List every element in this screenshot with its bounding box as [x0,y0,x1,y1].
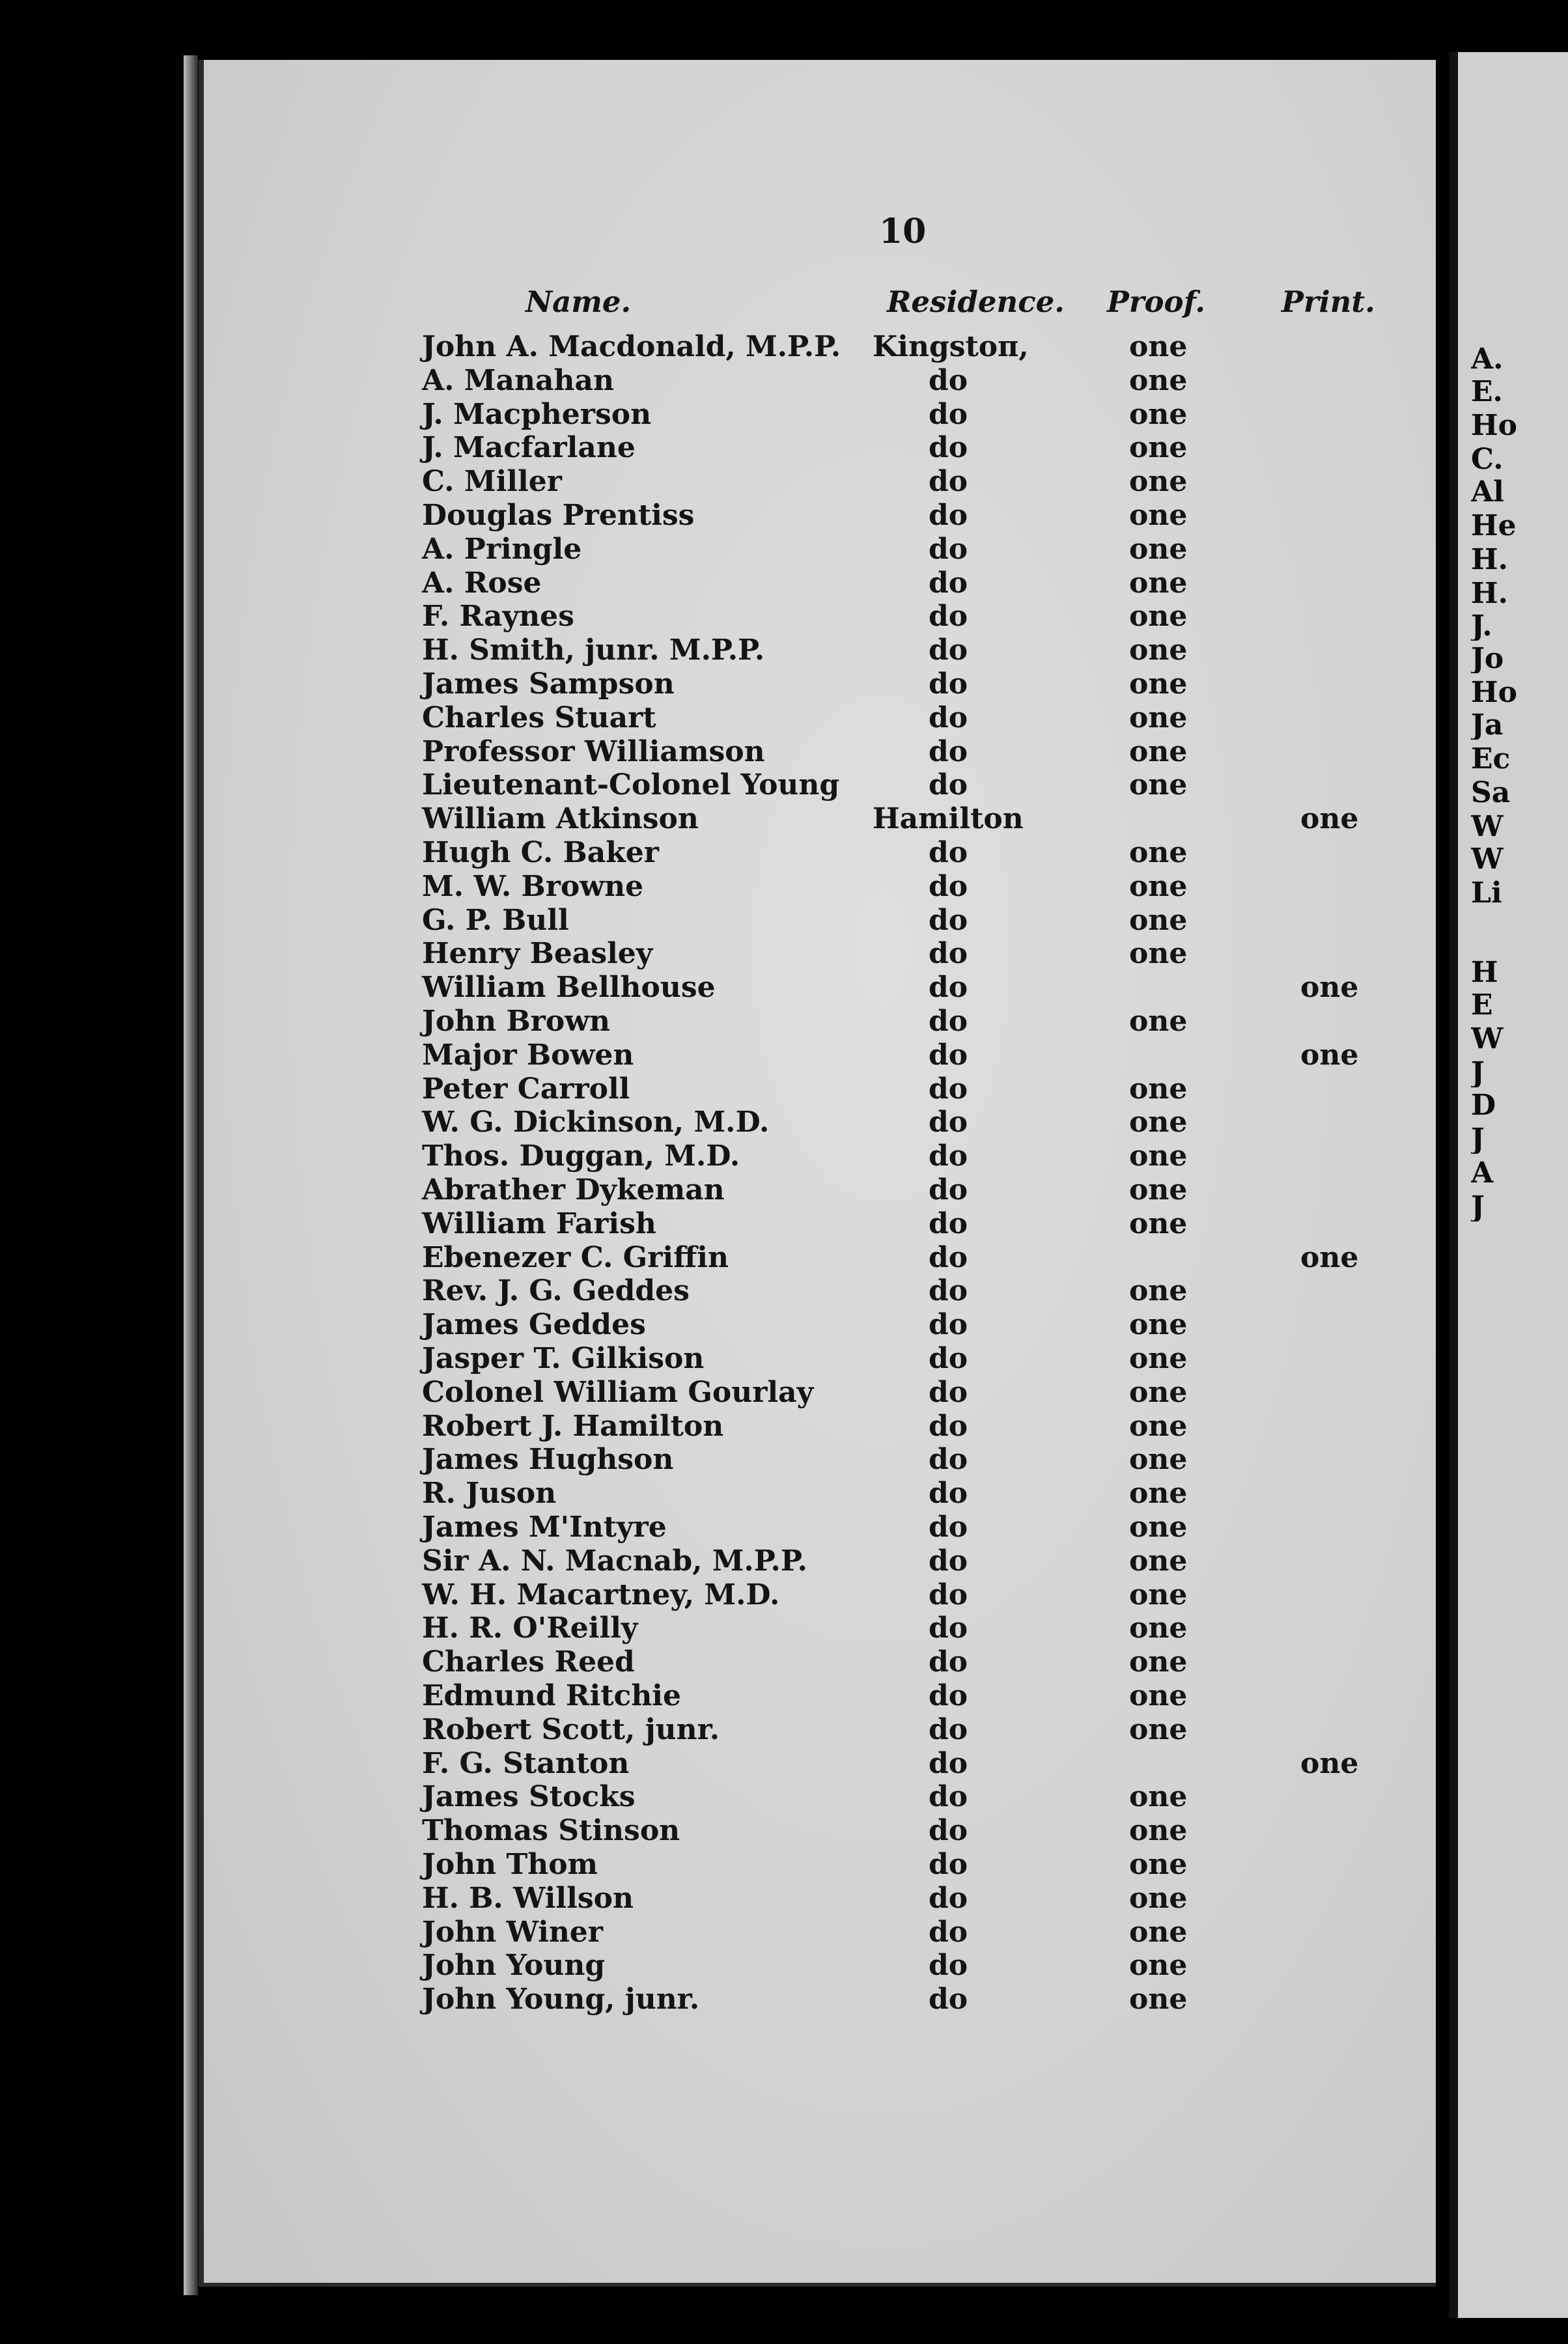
name-cell: John Winer [422,1915,603,1949]
proof-cell: one [1129,363,1188,397]
residence-cell: do [929,1949,968,1983]
name-cell: H. R. O'Reilly [422,1612,638,1645]
table-row [0,1342,1568,1376]
table-row [0,566,1568,600]
proof-cell: one [1129,1780,1188,1814]
residence-cell: do [929,734,968,768]
proof-cell: one [1129,532,1188,566]
table-row [0,634,1568,667]
name-cell: John Young [422,1949,606,1983]
name-cell: Douglas Prentiss [422,499,695,532]
facing-page-text: W [1471,813,1504,841]
name-cell: Charles Stuart [422,701,656,734]
residence-cell: do [929,431,968,465]
facing-page-text: Sa [1471,779,1511,807]
proof-cell: one [1129,1983,1188,2016]
facing-page-text: Al [1471,478,1504,507]
proof-cell: one [1129,836,1188,869]
proof-cell: one [1129,397,1188,431]
proof-cell: one [1129,1139,1188,1173]
name-cell: Sir A. N. Macnab, M.P.P. [422,1544,807,1578]
name-cell: J. Macfarlane [422,431,636,465]
name-cell: William Bellhouse [422,971,716,1005]
name-cell: Professor Williamson [422,734,765,768]
table-row [0,1241,1568,1275]
facing-page-text: D [1471,1091,1496,1120]
table-row [0,1274,1568,1308]
facing-page-text: W [1471,845,1504,874]
residence-cell: do [929,768,968,802]
proof-cell: one [1129,701,1188,734]
name-cell: Lieutenant-Colonel Young [422,768,840,802]
residence-cell: do [929,1139,968,1173]
proof-cell: one [1129,734,1188,768]
name-cell: A. Manahan [422,363,614,397]
residence-cell: do [929,499,968,532]
facing-page-text: Ja [1471,711,1504,740]
name-cell: James M'Intyre [422,1511,667,1544]
table-row [0,1848,1568,1882]
name-cell: R. Juson [422,1477,557,1511]
table-row [0,735,1568,769]
residence-cell: do [929,1544,968,1578]
table-row [0,1949,1568,1983]
facing-page-text: H [1471,958,1498,987]
name-cell: W. G. Dickinson, M.D. [422,1106,770,1139]
table-row [0,330,1568,364]
table-row [0,1106,1568,1139]
name-cell: W. H. Macartney, M.D. [422,1578,780,1612]
proof-cell: one [1129,937,1188,971]
facing-page-text: J [1471,1193,1485,1221]
proof-cell: one [1129,1106,1188,1139]
name-cell: James Stocks [422,1780,636,1814]
proof-cell: one [1129,1072,1188,1106]
table-row [0,1039,1568,1072]
facing-page-text: H. [1471,579,1508,608]
residence-cell: do [929,1746,968,1780]
residence-cell: do [929,1814,968,1848]
table-row [0,937,1568,971]
name-cell: John A. Macdonald, M.P.P. [422,330,841,363]
name-cell: Robert J. Hamilton [422,1409,724,1443]
header-name: Name. [525,285,632,319]
name-cell: Robert Scott, junr. [422,1712,720,1746]
facing-page-text: Ho [1471,678,1517,707]
table-row [0,1747,1568,1781]
residence-cell: do [929,566,968,600]
table-row [0,465,1568,499]
name-cell: James Sampson [422,667,675,701]
name-cell: James Geddes [422,1308,646,1342]
proof-cell: one [1129,1679,1188,1712]
facing-page-text: Ho [1471,412,1517,440]
residence-cell: Hamilton [873,802,1024,836]
name-cell: Hugh C. Baker [422,836,659,869]
name-cell: Thomas Stinson [422,1814,680,1848]
residence-cell: Kingstoп, [873,330,1029,363]
name-cell: Peter Carroll [422,1072,630,1106]
table-row [0,802,1568,836]
residence-cell: do [929,667,968,701]
table-row [0,600,1568,634]
table-row [0,1443,1568,1477]
facing-page-text: Jo [1471,645,1504,673]
table-row [0,701,1568,735]
residence-cell: do [929,836,968,869]
residence-cell: do [929,903,968,937]
table-row [0,1713,1568,1747]
table-row [0,1376,1568,1410]
proof-cell: one [1129,1511,1188,1544]
name-cell: H. B. Willson [422,1881,634,1915]
facing-page-text: Li [1471,879,1502,908]
name-cell: Edmund Ritchie [422,1679,682,1712]
facing-page-text: E. [1471,378,1503,406]
residence-cell: do [929,1679,968,1712]
proof-cell: one [1129,1342,1188,1375]
proof-cell: one [1129,1477,1188,1511]
residence-cell: do [929,1848,968,1881]
facing-page-text: J [1471,1059,1485,1087]
proof-cell: one [1129,869,1188,903]
name-cell: Colonel William Gourlay [422,1375,814,1409]
facing-page-text: A. [1471,345,1504,374]
residence-cell: do [929,1612,968,1645]
proof-cell: one [1129,499,1188,532]
table-row [0,1072,1568,1106]
proof-cell: one [1129,1612,1188,1645]
facing-page-text: H. [1471,546,1508,574]
facing-page-text: C. [1471,445,1504,474]
name-cell: Charles Reed [422,1645,635,1679]
proof-cell: one [1129,1274,1188,1308]
print-cell: one [1300,1746,1359,1780]
proof-cell: one [1129,903,1188,937]
table-row [0,1612,1568,1645]
table-row [0,1511,1568,1544]
name-cell: A. Rose [422,566,542,600]
proof-cell: one [1129,600,1188,634]
name-cell: John Young, junr. [422,1983,700,2016]
residence-cell: do [929,1038,968,1072]
proof-cell: one [1129,1949,1188,1983]
table-row [0,364,1568,398]
table-row [0,1882,1568,1916]
residence-cell: do [929,1881,968,1915]
residence-cell: do [929,971,968,1005]
proof-cell: one [1129,1915,1188,1949]
residence-cell: do [929,634,968,667]
residence-cell: do [929,1443,968,1477]
facing-page-text: J. [1471,612,1492,641]
table-row [0,1173,1568,1207]
name-cell: H. Smith, junr. M.P.P. [422,634,765,667]
name-cell: C. Miller [422,465,562,499]
residence-cell: do [929,363,968,397]
proof-cell: one [1129,566,1188,600]
table-row [0,1308,1568,1342]
proof-cell: one [1129,1308,1188,1342]
proof-cell: one [1129,1544,1188,1578]
residence-cell: do [929,1173,968,1207]
name-cell: F. G. Stanton [422,1746,630,1780]
page-number: 10 [879,212,927,251]
table-row [0,533,1568,566]
name-cell: William Farish [422,1207,656,1240]
residence-cell: do [929,1409,968,1443]
facing-page-text: E [1471,991,1493,1020]
proof-cell: one [1129,1814,1188,1848]
residence-cell: do [929,1207,968,1240]
name-cell: Henry Beasley [422,937,653,971]
name-cell: James Hughson [422,1443,674,1477]
name-cell: John Brown [422,1005,611,1038]
proof-cell: one [1129,1881,1188,1915]
table-row [0,971,1568,1005]
residence-cell: do [929,465,968,499]
proof-cell: one [1129,634,1188,667]
proof-cell: one [1129,1645,1188,1679]
residence-cell: do [929,1983,968,2016]
residence-cell: do [929,1005,968,1038]
name-cell: F. Raynes [422,600,574,634]
name-cell: Ebenezer C. Griffin [422,1240,729,1274]
facing-page-text: A [1471,1159,1494,1188]
proof-cell: one [1129,1005,1188,1038]
print-cell: one [1300,1038,1359,1072]
table-row [0,1983,1568,2016]
residence-cell: do [929,532,968,566]
facing-page-text: W [1471,1025,1504,1053]
name-cell: Abrather Dykeman [422,1173,725,1207]
proof-cell: one [1129,1848,1188,1881]
residence-cell: do [929,600,968,634]
header-print: Print. [1281,285,1375,319]
residence-cell: do [929,701,968,734]
residence-cell: do [929,1375,968,1409]
table-row [0,1139,1568,1173]
header-residence: Residence. [887,285,1065,319]
residence-cell: do [929,1915,968,1949]
proof-cell: one [1129,1375,1188,1409]
residence-cell: do [929,1578,968,1612]
table-row [0,1207,1568,1241]
residence-cell: do [929,937,968,971]
print-cell: one [1300,1240,1359,1274]
residence-cell: do [929,1240,968,1274]
facing-page-text: Ec [1471,745,1511,774]
name-cell: Major Bowen [422,1038,634,1072]
residence-cell: do [929,1072,968,1106]
residence-cell: do [929,1645,968,1679]
table-row [0,1780,1568,1814]
table-row [0,1544,1568,1578]
proof-cell: one [1129,431,1188,465]
table-row [0,499,1568,533]
name-cell: J. Macpherson [422,397,652,431]
proof-cell: one [1129,1443,1188,1477]
table-row [0,904,1568,938]
residence-cell: do [929,1274,968,1308]
table-row [0,398,1568,432]
proof-cell: one [1129,768,1188,802]
proof-cell: one [1129,465,1188,499]
table-row [0,1477,1568,1511]
facing-page-text: He [1471,512,1517,540]
name-cell: John Thom [422,1848,598,1881]
name-cell: Rev. J. G. Geddes [422,1274,690,1308]
table-row [0,1005,1568,1039]
table-row [0,1645,1568,1679]
table-row [0,836,1568,870]
table-row [0,1814,1568,1848]
table-row [0,1679,1568,1713]
residence-cell: do [929,1308,968,1342]
proof-cell: one [1129,1712,1188,1746]
residence-cell: do [929,397,968,431]
residence-cell: do [929,1477,968,1511]
table-row [0,768,1568,802]
table-row [0,431,1568,465]
residence-cell: do [929,1342,968,1375]
table-row [0,1916,1568,1949]
facing-page-text: J [1471,1125,1485,1154]
print-cell: one [1300,971,1359,1005]
name-cell: G. P. Bull [422,903,569,937]
name-cell: William Atkinson [422,802,699,836]
name-cell: M. W. Browne [422,869,644,903]
table-row [0,667,1568,701]
proof-cell: one [1129,1409,1188,1443]
header-proof: Proof. [1107,285,1205,319]
proof-cell: one [1129,1207,1188,1240]
table-row [0,870,1568,904]
proof-cell: one [1129,667,1188,701]
residence-cell: do [929,1780,968,1814]
name-cell: A. Pringle [422,532,582,566]
residence-cell: do [929,1712,968,1746]
print-cell: one [1300,802,1359,836]
residence-cell: do [929,1511,968,1544]
proof-cell: one [1129,1173,1188,1207]
name-cell: Jasper T. Gilkison [422,1342,705,1375]
residence-cell: do [929,1106,968,1139]
table-row [0,1410,1568,1444]
table-row [0,1578,1568,1612]
name-cell: Thos. Duggan, M.D. [422,1139,740,1173]
proof-cell: one [1129,1578,1188,1612]
residence-cell: do [929,869,968,903]
proof-cell: one [1129,330,1188,363]
